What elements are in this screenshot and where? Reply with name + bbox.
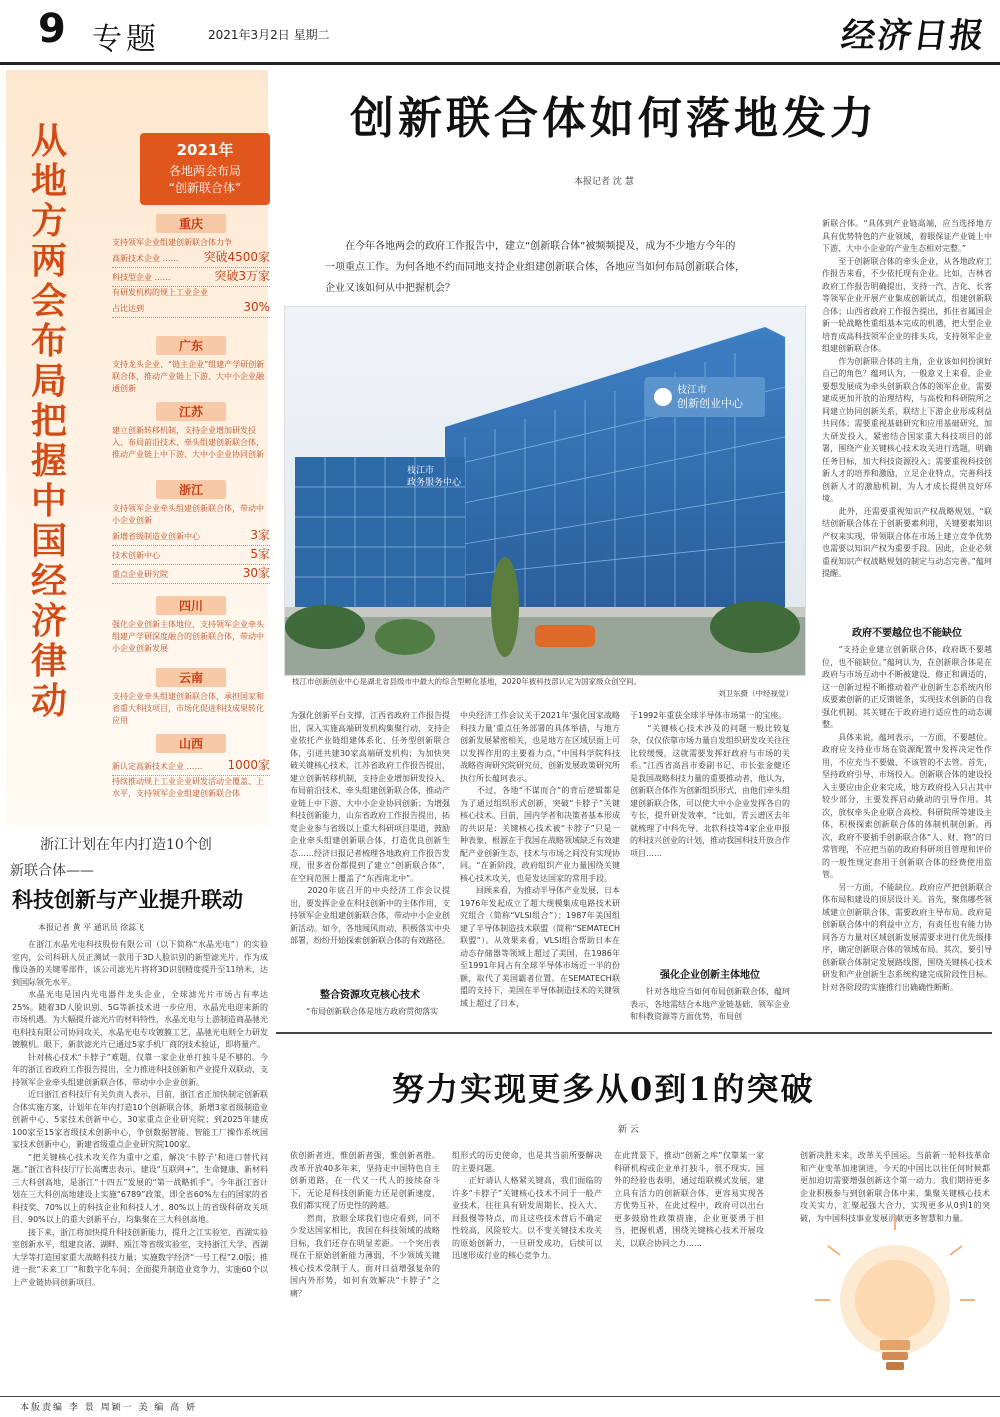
stat-value: 5家	[250, 547, 270, 561]
section-name: 专题	[92, 22, 160, 57]
region-title: 江苏	[156, 402, 226, 421]
stat-row	[112, 757, 270, 776]
bottom-column-4: 创新决胜未来，改革关乎国运。当前新一轮科技革命和产业变革加速演进，今天的中国比以往任何时候都更加迫切需要增强创新这个第一动力。我们期待更多企业积极参与到创新联合体中来，集聚关键核心技术攻关实力，汇聚起强大合力，实现更多从0到1的突破，为中国科技事业发展贡献更多智慧和力量。	[800, 1151, 990, 1223]
stat-label: 重点企业研究院	[112, 570, 168, 579]
flower-bed	[535, 625, 595, 647]
stat-value: 突破4500家	[203, 250, 270, 264]
region-text: 支持龙头企业、“链主企业”组建产学研创新联合体，推动产业链上下游、大中小企业融通创新	[112, 360, 265, 393]
region-zhejiang	[112, 480, 270, 584]
bottom-column-2: 组形式的历史使命，也是其当前所要解决的主要问题。 正好请认人格紧关键高，我们面临的许多“卡脖子”关键核心技术不同于一般产业技术，往往具有研发周期长、投入大、回报慢等特点，而且这些技术背后不确定性较高，风险较大。以不变关键技术攻关的原始创新力，一旦研发成功，后续可以迅速形成行业的核心竞争力。	[452, 1151, 602, 1260]
region-text: 强化企业创新主体地位，支持领军企业牵头组建产学研深度融合的创新联合体，带动中小企业创新发展	[112, 620, 264, 653]
region-extra: 有研发机构的规上工业企业	[112, 288, 208, 297]
photo-credit: 刘卫东摄（中经视觉）	[718, 689, 793, 698]
main-column-1b: “布局创新联合体是地方政府贯彻落实	[290, 1007, 439, 1016]
issue-date: 2021年3月2日 星期二	[208, 28, 330, 42]
region-guangdong	[112, 336, 270, 395]
stat-row	[112, 268, 270, 287]
subhead-2: 强化企业创新主体地位	[660, 970, 760, 981]
region-title: 云南	[156, 668, 226, 687]
stat-value: 30%	[243, 300, 270, 314]
bottom-column-3: 在此背景下，推动“创新之库”仅靠某一家科研机构或企业单打独斗，很不现实。国外的经验也表明，通过组联模式发展，建立具有活力的创新联合体，更容易实现各方优势互补，在此过程中，政府可以出台更多鼓励性政策措施，企业更要勇于担当，把握机遇，围绕关键核心技术开展攻关，以联合协同之力……	[614, 1151, 764, 1248]
sign-text-3: 枝江市	[407, 466, 435, 476]
stat-row	[112, 565, 270, 584]
page-credits: 本版责编 李 景 周颖一 美 编 高 妍	[20, 1403, 198, 1413]
region-title: 广东	[156, 336, 226, 355]
main-column-4b: “支持企业建立创新联合体，政府既不要越位，也不能缺位。”蕴珂认为，在创新联合体是在政府与市场互动中不断被建设、修正和调适的，这一创新过程不断推动着产业创新生态系统内形成要素创新的正反馈链条，实现技术创新的自我强化机制。其关键在于政府进行适应性的动态调整。 具体来说，蕴珂表示，一方面，不要越位。政府应支持业市场在资源配置中发挥决定性作用，不应充当不要做、不该管的不去管。首先，坚持政府引导、市场投入。创新联合体的建设投入主要应由企业来完成，地方政府投入只占其中较少部分，主要发挥启动撬动的引导作用。其次，放权牵头企业联合高校、科研院所等建设主体，积极探索创新联合体的体制机制创新。再次，政府不要插手创新联合体“人、财、物”的日常管理，不应把当前的政府科研项目管理和评价的一般性规定套用于创新联合体的经费使用监管。 另一方面，不能缺位。政府应严把创新联合体布局和建设的顶层设计关。首先，聚焦哪些领域建立创新联合体，需要政府主导布局。政府是创新联合体中的利益中立方，有责任也有能力协同各方力量对区域创新发展需要求进行优先级排序，确定创新联合体的领域布局。其次，要引导创新联合体制定发展路线图，围绕关键核心技术研发和产业创新生态系统构建完成阶段性目标。针对各阶段的实施推行出确确性断断。	[822, 645, 992, 992]
news-photo	[284, 306, 806, 676]
main-column-3b: 针对各地应当如何布局创新联合体，蕴珂表示，各地需结合本地产业链基础、领军企业和科教资源等方面优势，布局创	[630, 987, 790, 1021]
left-paragraph: 针对核心技术“卡脖子”难题，仅靠一家企业单打独斗是不够的。今年的浙江省政府工作报告提出，全力推进科技创新和产业提升双联动，支持领军企业牵头组建创新联合体，带动中小企业创新。	[12, 1052, 268, 1087]
sign-text-4: 政务服务中心	[407, 478, 462, 488]
left-paragraph: “把关键核心技术攻关作为重中之重，解决‘卡脖子’和进口替代问题。”浙江省科技厅厅长高鹰忠表示，建设“互联网+”、生命健康、新材料三大科创高地，是浙江“十四五”发展的“第一战略抓手”。今年浙江省计划在三大科创高地建设上实施“6789”政策，即全省60%左右的国家的省科技奖、70%以上的科技企业和科技人才、80%以上的省级科研攻关项目、90%以上的重大创新平台，均集聚在三大科创高地。	[12, 1152, 268, 1224]
left-paragraph: 水晶光电是国内光电器件龙头企业，全球滤光片市场占有率达25%。随着3D人脸识别、5G等新技术进一步应用，水晶光电迎来新的市场机遇。为大幅提升滤光片的材料特性，水晶光电与上游制造商晶驰光电科技有限公司协同攻关，水晶光电专攻镀膜工艺，晶驰光电则全力研发镀膜机。眼下，新款滤光片已通过5家手机厂商的技术验证，即将量产。	[12, 990, 268, 1049]
sidebar-vertical-title: 从地方两会布局把握中国经济律动	[30, 121, 67, 722]
stat-label: 新认定高新技术企业 ……	[112, 762, 203, 771]
stat-label: 高新技术企业 ……	[112, 254, 179, 263]
photo-caption: 枝江市创新创业中心是湖北省县级市中最大的综合型孵化基地，2020年被科技部认定为国家级众创空间。	[292, 677, 642, 686]
left-headline-line1: 浙江计划在年内打造10个创	[40, 837, 212, 853]
stat-label: 技术创新中心	[112, 551, 160, 560]
masthead-rule	[0, 62, 1000, 65]
left-paragraph: 近日浙江省科技厅有关负责人表示，目前，浙江省正加快制定创新联合体实施方案，计划年在年内打造10个创新联合体，新增3家省级制造业创新中心、5家技术创新中心、30家重点企业研究院；到2025年建成100家至15家省级技术创新中心，争创数据智能、智能工厂操作系统国家技术创新中心，新建省级重点企业研究院100家。	[12, 1090, 268, 1149]
main-lead: 在今年各地两会的政府工作报告中，建立“创新联合体”被频频提及，成为不少地方今年的一项重点工作。为何各地不约而同地支持企业组建创新联合体，各地应当如何布局创新联合体，企业又该如何从中把握机会？	[325, 241, 745, 294]
stat-row	[112, 249, 270, 268]
stat-label: 科技型企业 ……	[112, 273, 171, 282]
sign-text-2: 创新创业中心	[677, 397, 743, 410]
newspaper-logo: 经济日报	[838, 16, 989, 56]
stat-value: 30家	[242, 566, 270, 580]
stat-row	[112, 527, 270, 546]
footer-rule	[0, 1396, 1000, 1397]
badge-line1: 各地两会布局	[168, 164, 241, 178]
main-byline: 本报记者 沈 慧	[574, 177, 634, 187]
subhead-3: 政府不要越位也不能缺位	[852, 628, 962, 639]
region-extra: 持续推动规上工业企业研发活动全覆盖、上水平，支持领军企业组建创新联合体	[112, 777, 264, 798]
sidebar-badge	[140, 133, 270, 205]
left-paragraph: 在浙江水晶光电科技股份有限公司（以下简称“水晶光电”）的实验室内，公司科研人员正测试一款用于3D人脸识别的新型滤光片。作为成像设备的关键零部件，该公司滤光片将将3D识别精度提升至11纳米，达到国际领先水平。	[12, 940, 268, 987]
lightbulb-illustration-icon	[800, 1170, 990, 1390]
region-sichuan	[112, 596, 270, 655]
bottom-column-1: 依创新者进，惟创新者强，惟创新者胜。改革开放40多年来，坚持走中国特色自主创新道路，在一代又一代人的接续奋斗下，无论是科技创新能力还是创新速度，我们都实现了历史性的跨越。 然而，放眼全球我们也应看到，同不少发达国家相比，我国在科技领域的战略目标，我们还存在明显差距。一个突出表现在于原始创新能力薄弱，不少领域关键核心技术受制于人，面对日益增强复杂的国内外形势，如何有效解决“卡脖子”之痛？	[290, 1151, 440, 1298]
main-column-2: 中央经济工作会议关于2021年‘强化国家战略科技力量’重点任务部署的具体举措，与地方创新发展紧密相关，也是地方在区域层面上可以发挥作用的主要着力点。”中国科学院科技战略咨询研究院研究员、创新发展政策研究所执行所长蕴珂表示。 不过，各地“不谋而合”的背后逻辑都是为了通过组织形式创新，突破“卡脖子”关键核心技术。目前，国内学者和决策者基本形成的共识是：关键核心技术被“卡脖子”只是一种表象，根源在于我国在战略领域缺乏有效建配产业创新生态，技术与市场之间没有实现协同。“在新阶段，政府组织产业力量围绕关键核心技术攻关，也是发达国家的常用手段。 回顾来看，为推动半导体产业发展，日本1976年发起成立了超大规模集成电路技术研究组合（简称“VLSI组合”）；1987年美国组建了半导体制造技术联盟（简称“SEMATECH联盟”）。从效果来看，VLSI组合帮助日本在动态存储器等领域上超过了美国，在1986年至1991年间占有全球半导体市场近一半的份额，取代了美国霸者位置。在SEMATECH联盟的支持下，美国在半导体制造技术的关键领域上超过了日本，	[460, 711, 620, 1008]
main-column-3: 于1992年重获全球半导体市场第一的宝座。 “关键核心技术涉及的问题一般比较复杂，仅仅依靠市场力量自发组织研发攻关往往比较缓慢，这就需要发挥好政府与市场的关系。”江西省高昌市委副书记、市长张金健还是我国战略科技力量的重要推动者，他认为，创新联合体作为创新组织形式，由他们牵头组建创新联合体，可以使大中小企业发挥各自的专长，提升研发效率，“比如，青云谱区去年就梳理了中科先导、北软科技等4家企业申报的科技兴创业的计划，推动我国科技开放合作项目……	[630, 711, 790, 858]
region-title: 浙江	[156, 480, 226, 499]
sign-text-1: 枝江市	[677, 385, 707, 396]
badge-line2: “创新联合体”	[168, 181, 242, 195]
stat-row	[112, 546, 270, 565]
stat-value: 3家	[250, 528, 270, 542]
left-paragraph: 接下来，浙江将加快提升科技创新能力，提升之江实验室、西湖实验室创新水平，组建良渚、湖畔、瓯江等省级实验室，支持浙江大学、西湖大学等打造国家重大战略科技力量；实施数字经济“一号工程”2.0版；推进一批“未来工厂”和数字化车间；全面提升制造业竞争力，实施60个以上产业链协同创新项目。	[12, 1227, 268, 1287]
region-text: 建立创新转移机制，支持企业增加研发投入、布局前沿技术、牵头组建创新联合体，推动产业链上中下游、大中小企业协同创新	[112, 426, 264, 459]
stat-label: 占比达到	[112, 304, 144, 313]
region-text: 支持领军企业牵头组建创新联合体，带动中小企业创新	[112, 504, 264, 525]
bottom-byline: 新 云	[618, 1125, 639, 1135]
page-number: 9	[38, 6, 66, 52]
region-chongqing	[112, 214, 270, 318]
region-yunnan	[112, 668, 270, 727]
section-separator	[276, 1032, 992, 1034]
left-headline-line2: 新联合体——	[10, 863, 94, 879]
subhead-1: 整合资源攻克核心技术	[320, 990, 420, 1001]
stat-value: 突破3万家	[214, 269, 270, 283]
masthead	[0, 0, 1000, 62]
left-article	[6, 832, 268, 1289]
stat-row	[112, 299, 270, 318]
left-headline-main: 科技创新与产业提升联动	[12, 888, 243, 912]
region-title: 山西	[156, 734, 226, 753]
region-shanxi	[112, 734, 270, 800]
region-title: 重庆	[156, 214, 226, 233]
main-headline: 创新联合体如何落地发力	[350, 93, 878, 144]
region-title: 四川	[156, 596, 226, 615]
main-column-1: 为强化创新平台支撑，江西省政府工作报告提出，深入实施高端研发机构集聚行动，支持企业依托产业链组建体系化、任务型创新联合体，引进共建30家高端研发机构；为加快突破关键核心技术，江苏省政府工作报告提出，建立创新转移机制，支持企业增加研发投入、布局前沿技术、牵头组建创新联合体，推动产业链上中下游、大中小企业协同创新；为增强科技创新能力，山东省政府工作报告提出，拓宽企业参与省级以上重大科研项目渠道，鼓励企业牵头组建创新联合体，打造优良创新生态……经济日报记者梳理各地政府工作报告发现，很多省份都提到了建立“创新联合体”，在空间范围上覆盖了“东西南北中”。 2020年底召开的中央经济工作会议提出，要发挥企业在科技创新中的主体作用，支持领军企业组建创新联合体，带动中小企业创新活动。如今，各地闻风而动，积极落实中央部署，纷纷开始探索创新联合体的有效路径。	[290, 711, 450, 945]
region-text: 支持领军企业组建创新联合体力争	[112, 238, 232, 247]
badge-year: 2021年	[176, 141, 234, 159]
stat-value: 1000家	[227, 758, 270, 772]
main-column-4: 新联合体。“具体到产业链高端，应当选择地方具有优势特色的产业领域，着眼保证产业链上中下游、大中小企业的产业生态相对完整。” 至于创新联合体的牵头企业，从各地政府工作报告来看，不少依托现有企业。比如，吉林省政府工作报告明确提出，支持一汽、吉化、长客等领军企业开展产业集成创新试点，组建创新联合体；山西省政府工作报告提出，抓住省属国企新一轮战略性重组基本完成的机遇，把大型企业培育成高科技领军企业的排头兵，支持领军企业组建创新联合体。 作为创新联合体的主角，企业该如何扮演好自己的角色？蕴珂认为，一般意义上来看，企业要想发展成为牵头创新联合体的领军企业，需要建成更加开放的治理结构，与高校和科研院所之间建立协同创新关系，联结上下游企业形成利益共同体；需要重视基础研究和应用基础研究，加大研发投入，紧密结合国家重大科技项目的部署，围绕产业关键核心技术攻关进行选题，明确任务目标，加大科技资源投入；需要重视科技创新人才的培养和激励，立足企业特点，完善科技创新人才的激励机制，为人才成长提供良好环境。 此外，还需要重视知识产权战略规划。“联结创新联合体在于创新要素利用，关键要素知识产权来实现，带领联合体在市场上建立竞争优势也需要以知识产权为重要手段。因此，企业必须重视知识产权战略规划的制定与动态完善。”蕴珂提醒。	[822, 219, 992, 578]
region-text: 支持企业牵头组建创新联合体，承担国家和省重大科技项目，市场化促进科技成果转化应用	[112, 692, 264, 725]
logo-mark-icon	[654, 388, 672, 406]
region-jiangsu	[112, 402, 270, 461]
left-byline: 本报记者 黄 平 通讯员 徐蕊飞	[38, 923, 145, 932]
building-photo-illustration	[285, 307, 805, 675]
bottom-headline: 努力实现更多从0到1的突破	[392, 1070, 815, 1108]
stat-label: 新增省级制造业创新中心	[112, 532, 200, 541]
